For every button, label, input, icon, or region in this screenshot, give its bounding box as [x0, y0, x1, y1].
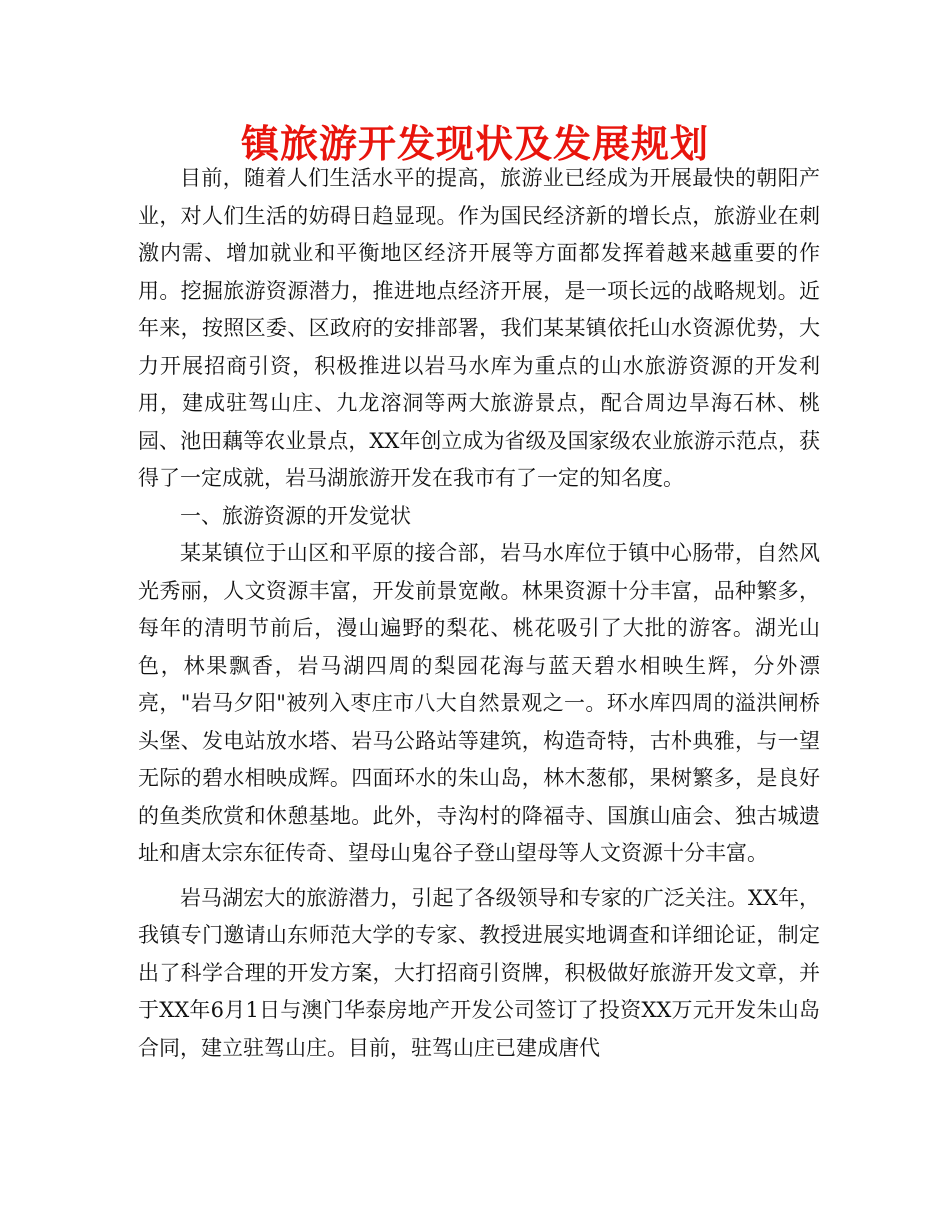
document-body — [138, 160, 820, 1067]
section-heading: 一、旅游资源的开发觉状 — [180, 503, 411, 528]
document-title: 镇旅游开发现状及发展规划 — [240, 122, 709, 166]
paragraph-resources: 某某镇位于山区和平原的接合部，岩马水库位于镇中心肠带，自然风光秀丽，人文资源丰富，开发前景宽敞。林果资源十分丰富，品种繁多，每年的清明节前后，漫山遍野的梨花、桃花吸引了大批的游客。湖光山色，林果飘香，岩马湖四周的梨园花海与蓝天碧水相映生辉，分外漂亮，"岩马夕阳"被列入枣庄市八大自然景观之一。环水库四周的溢洪闸桥头堡、发电站放水塔、岩马公路站等建筑，构造奇特，古朴典雅，与一望无际的碧水相映成辉。四面环水的朱山岛，林木葱郁，果树繁多，是良好的鱼类欣赏和休憩基地。此外，寺沟村的降福寺、国旗山庙会、独古城遗址和唐太宗东征传奇、望母山鬼谷子登山望母等人文资源十分丰富。 — [138, 541, 820, 865]
paragraph-development: 岩马湖宏大的旅游潜力，引起了各级领导和专家的广泛关注。XX年，我镇专门邀请山东师范大学的专家、教授进展实地调查和详细论证，制定出了科学合理的开发方案，大打招商引资牌，积极做好旅游开发文章，并于XX年6月1日与澳门华泰房地产开发公司签订了投资XX万元开发朱山岛合同，建立驻驾山庄。目前，驻驾山庄已建成唐代 — [138, 885, 820, 1060]
paragraph-intro: 目前，随着人们生活水平的提高，旅游业已经成为开展最快的朝阳产业，对人们生活的妨碍日趋显现。作为国民经济新的增长点，旅游业在刺激内需、增加就业和平衡地区经济开展等方面都发挥着越来越重要的作用。挖掘旅游资源潜力，推进地点经济开展，是一项长远的战略规划。近年来，按照区委、区政府的安排部署，我们某某镇依托山水资源优势，大力开展招商引资，积极推进以岩马水库为重点的山水旅游资源的开发利用，建成驻驾山庄、九龙溶洞等两大旅游景点，配合周边旱海石林、桃园、池田藕等农业景点，XX年创立成为省级及国家级农业旅游示范点，获得了一定成就，岩马湖旅游开发在我市有了一定的知名度。 — [138, 166, 820, 490]
